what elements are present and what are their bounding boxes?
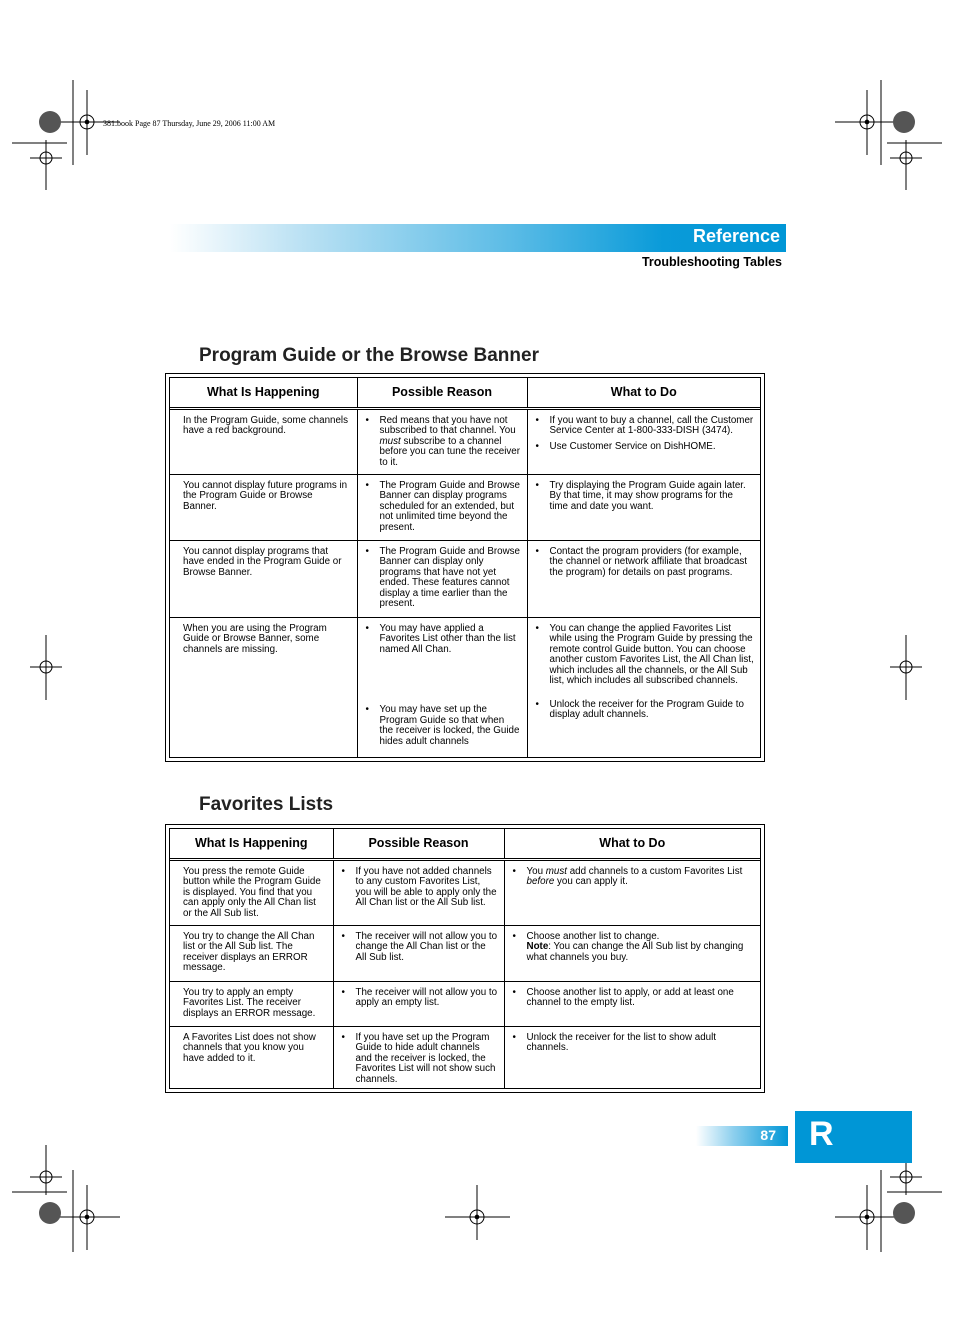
favorites-table	[165, 824, 765, 1093]
action-item: • You can change the applied Favorites List while using the Program Guide by pressing the remote control Guide button. You can choose another custom Favorites List, the All Chan list, which includes all the channels, or the All Sub list, which includes all subscribed channels.	[550, 624, 755, 687]
happening-cell: You cannot display future programs in the Program Guide or Browse Banner.	[183, 479, 348, 512]
reason-item: • Red means that you have not subscribed to that channel. You must subscribe to a channel before you can tune the receiver to it.	[380, 416, 521, 469]
action-item: • Choose another list to apply, or add at least one channel to the empty list.	[527, 988, 755, 1009]
action-item: • Contact the program providers (for example, the channel or network affiliate that broadcast the program) for details on past programs.	[550, 547, 755, 579]
table-row	[170, 859, 760, 925]
table-row	[170, 1026, 760, 1089]
action-item: • You must add channels to a custom Favorites List before you can apply it.	[527, 867, 755, 888]
print-info: 381.book Page 87 Thursday, June 29, 2006 11:00 AM	[103, 119, 276, 128]
section-banner	[170, 224, 786, 252]
table-row	[170, 981, 760, 1026]
reason-item: • The Program Guide and Browse Banner can display only programs that have not yet ended. These features cannot display a time earlier than the present.	[380, 547, 521, 610]
banner-title: Reference	[692, 226, 780, 246]
table-row	[170, 408, 760, 474]
section-title-program-guide: Program Guide or the Browse Banner	[199, 345, 539, 366]
table-row	[170, 540, 760, 617]
program-guide-table	[165, 373, 765, 762]
note-text: : You can change the All Sub list by changing what channels you buy.	[526, 941, 744, 963]
page-subtitle: Troubleshooting Tables	[641, 255, 782, 269]
happening-cell: A Favorites List does not show channels that you know you have added to it.	[183, 1031, 316, 1064]
action-item: • Unlock the receiver for the Program Guide to display adult channels.	[550, 700, 755, 721]
chapter-tab	[795, 1111, 912, 1163]
happening-cell: You try to apply an empty Favorites List. The receiver displays an ERROR message.	[183, 986, 316, 1019]
reason-item: • The receiver will not allow you to change the All Chan list or the All Sub list.	[356, 932, 498, 964]
table-row	[170, 617, 760, 757]
action-item: • If you want to buy a channel, call the Customer Service Center at 1-800-333-DISH (3474).	[550, 416, 755, 437]
reason-item: • You may have set up the Program Guide so that when the receiver is locked, the Guide hides adult channels	[380, 705, 521, 747]
action-item: • Try displaying the Program Guide again later. By that time, it may show programs for the time and date you want.	[550, 481, 755, 513]
reason-item: • The receiver will not allow you to apply an empty list.	[356, 988, 498, 1009]
column-header: What Is Happening	[170, 829, 333, 859]
chapter-tab-letter: R	[809, 1115, 834, 1153]
action-item: • Unlock the receiver for the list to show adult channels.	[527, 1033, 755, 1054]
happening-cell: You cannot display programs that have ended in the Program Guide or Browse Banner.	[183, 545, 342, 578]
page-number-bar	[696, 1126, 788, 1146]
column-header: Possible Reason	[357, 378, 527, 408]
table-row	[170, 474, 760, 540]
happening-cell: When you are using the Program Guide or Browse Banner, some channels are missing.	[183, 622, 327, 655]
action-item: • Choose another list to change. Note: You can change the All Sub list by changing what channels you buy.	[527, 932, 755, 964]
happening-cell: In the Program Guide, some channels have a red background.	[183, 414, 349, 436]
column-header: Possible Reason	[333, 829, 504, 859]
section-title-favorites: Favorites Lists	[199, 794, 334, 815]
happening-cell: You press the remote Guide button while the Program Guide is displayed. You find that you can apply only the All Chan list or the All Sub list.	[183, 865, 321, 919]
reason-item: • If you have not added channels to any custom Favorites List, you will be able to apply only the All Chan list or the All Sub list.	[356, 867, 498, 909]
note-label: Note	[526, 941, 549, 952]
reason-item: • If you have set up the Program Guide to hide adult channels and the receiver is locked, the Favorites List will not show such channels.	[356, 1033, 498, 1086]
table-row	[170, 925, 760, 981]
column-header: What Is Happening	[170, 378, 357, 408]
page-number: 87	[760, 1127, 776, 1143]
action-item: • Use Customer Service on DishHOME.	[550, 442, 755, 453]
reason-item: • You may have applied a Favorites List other than the list named All Chan.	[380, 624, 521, 656]
reason-item: • The Program Guide and Browse Banner can display programs scheduled for an extended, but not unlimited time beyond the present.	[380, 481, 521, 534]
happening-cell: You try to change the All Chan list or the All Sub list. The receiver displays an ERROR message.	[183, 930, 315, 973]
column-header: What to Do	[527, 378, 760, 408]
column-header: What to Do	[504, 829, 760, 859]
